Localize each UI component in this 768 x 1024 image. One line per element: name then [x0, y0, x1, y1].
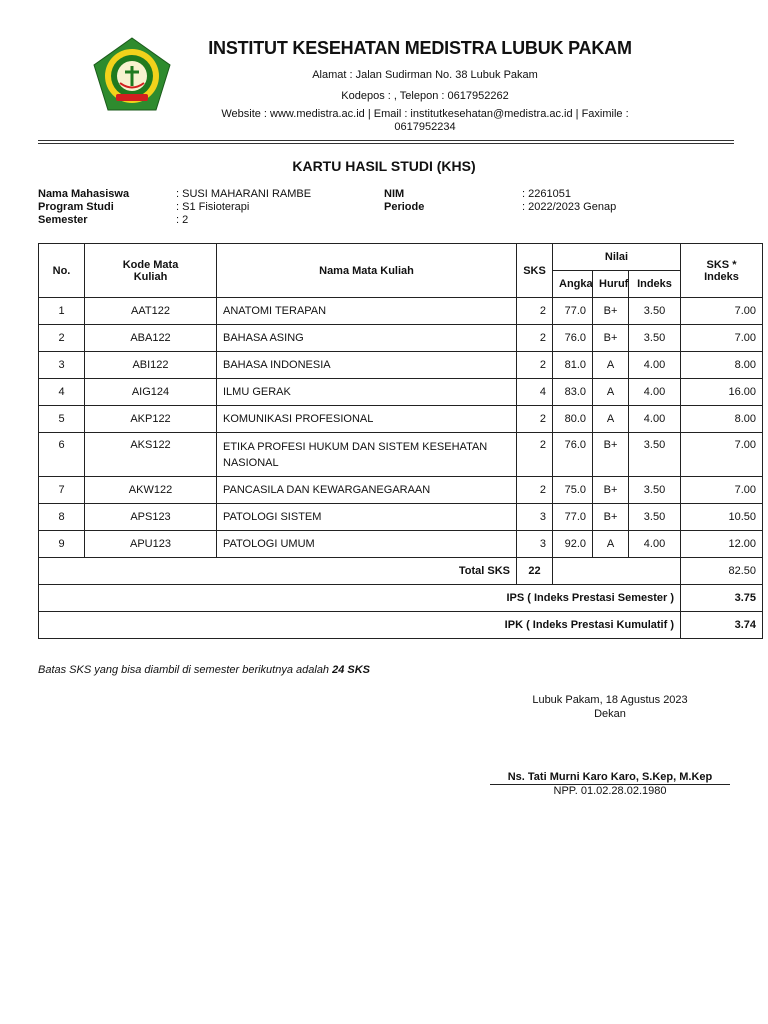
cell-no: 9: [39, 531, 85, 558]
sks-limit-value: 24 SKS: [332, 664, 371, 676]
header-indeks: Indeks: [629, 271, 681, 298]
header-kode: [85, 244, 217, 298]
total-sks-indeks-value: 82.50: [681, 558, 763, 585]
ipk-label: IPK ( Indeks Prestasi Kumulatif ): [39, 612, 681, 639]
program-label: Program Studi: [38, 201, 114, 213]
period-label: Periode: [384, 201, 425, 213]
header-sks-indeks-line2: Indeks: [704, 270, 739, 283]
cell-angka: 76.0: [553, 325, 593, 352]
cell-indeks: 4.00: [629, 406, 681, 433]
cell-huruf: B+: [593, 325, 629, 352]
cell-sks: 4: [517, 379, 553, 406]
institution-contact-line2: 0617952234: [394, 121, 456, 133]
cell-huruf: B+: [593, 504, 629, 531]
cell-sks: 2: [517, 477, 553, 504]
nim-label: NIM: [384, 188, 405, 200]
student-name-label: Nama Mahasiswa: [38, 188, 130, 200]
semester-label: Semester: [38, 214, 88, 226]
table-row: [39, 379, 763, 406]
cell-indeks: 3.50: [629, 298, 681, 325]
total-blank-cell: [553, 558, 681, 585]
cell-nama: BAHASA ASING: [217, 325, 517, 352]
cell-sks-indeks: 8.00: [681, 406, 763, 433]
table-row: [39, 433, 763, 477]
signature-npp: NPP. 01.02.28.02.1980: [553, 785, 667, 797]
cell-indeks: 3.50: [629, 504, 681, 531]
total-row: [39, 558, 763, 585]
signature-place-date: Lubuk Pakam, 18 Agustus 2023: [532, 694, 688, 706]
cell-huruf: B+: [593, 298, 629, 325]
cell-kode: ABI122: [85, 352, 217, 379]
cell-sks: 2: [517, 298, 553, 325]
table-row: [39, 504, 763, 531]
institution-address: Alamat : Jalan Sudirman No. 38 Lubuk Pakam: [312, 69, 538, 81]
cell-kode: AAT122: [85, 298, 217, 325]
cell-nama: ETIKA PROFESI HUKUM DAN SISTEM KESEHATAN NASIONAL: [217, 433, 517, 477]
cell-sks: 3: [517, 504, 553, 531]
cell-indeks: 3.50: [629, 477, 681, 504]
cell-sks: 2: [517, 352, 553, 379]
cell-kode: APS123: [85, 504, 217, 531]
ipk-value: 3.74: [681, 612, 763, 639]
total-sks-label: Total SKS: [39, 558, 517, 585]
cell-no: 2: [39, 325, 85, 352]
table-row: [39, 531, 763, 558]
cell-sks-indeks: 7.00: [681, 433, 763, 477]
institution-seal-logo: [92, 36, 172, 112]
cell-indeks: 4.00: [629, 531, 681, 558]
cell-sks: 2: [517, 406, 553, 433]
period-value: : 2022/2023 Genap: [522, 201, 617, 213]
table-row: [39, 352, 763, 379]
table-row: [39, 406, 763, 433]
header-divider-bottom: [38, 143, 734, 144]
cell-indeks: 3.50: [629, 325, 681, 352]
cell-angka: 75.0: [553, 477, 593, 504]
cell-sks-indeks: 7.00: [681, 477, 763, 504]
cell-no: 8: [39, 504, 85, 531]
cell-nama: BAHASA INDONESIA: [217, 352, 517, 379]
cell-sks-indeks: 7.00: [681, 298, 763, 325]
table-row: [39, 325, 763, 352]
cell-nama: PANCASILA DAN KEWARGANEGARAAN: [217, 477, 517, 504]
header-nama: Nama Mata Kuliah: [217, 244, 517, 298]
cell-no: 5: [39, 406, 85, 433]
cell-kode: AKW122: [85, 477, 217, 504]
grades-table: [38, 243, 763, 639]
cell-nama: ANATOMI TERAPAN: [217, 298, 517, 325]
header-huruf: Huruf: [593, 271, 629, 298]
header-angka: Angka: [553, 271, 593, 298]
header-no: No.: [39, 244, 85, 298]
cell-huruf: B+: [593, 477, 629, 504]
cell-nama: KOMUNIKASI PROFESIONAL: [217, 406, 517, 433]
cell-nama: PATOLOGI UMUM: [217, 531, 517, 558]
ipk-row: [39, 612, 763, 639]
cell-angka: 76.0: [553, 433, 593, 477]
cell-kode: APU123: [85, 531, 217, 558]
cell-indeks: 4.00: [629, 352, 681, 379]
header-sks: SKS: [517, 244, 553, 298]
cell-angka: 83.0: [553, 379, 593, 406]
institution-postal-phone: Kodepos : , Telepon : 0617952262: [341, 90, 509, 102]
cell-nama: PATOLOGI SISTEM: [217, 504, 517, 531]
program-value: : S1 Fisioterapi: [176, 201, 250, 213]
cell-huruf: A: [593, 531, 629, 558]
table-row: [39, 477, 763, 504]
cell-no: 6: [39, 433, 85, 477]
cell-huruf: A: [593, 352, 629, 379]
cell-sks-indeks: 7.00: [681, 325, 763, 352]
header-kode-line1: Kode Mata: [122, 258, 179, 271]
table-row: [39, 298, 763, 325]
header-kode-line2: Kuliah: [133, 270, 168, 283]
semester-value: : 2: [176, 214, 189, 226]
nim-value: : 2261051: [522, 188, 571, 200]
cell-sks-indeks: 16.00: [681, 379, 763, 406]
cell-no: 1: [39, 298, 85, 325]
student-name-value: : SUSI MAHARANI RAMBE: [176, 188, 312, 200]
header-sks-indeks: [681, 244, 763, 298]
document-title: KARTU HASIL STUDI (KHS): [292, 158, 476, 174]
cell-huruf: A: [593, 406, 629, 433]
cell-kode: ABA122: [85, 325, 217, 352]
sks-limit-text: Batas SKS yang bisa diambil di semester berikutnya adalah: [38, 664, 333, 676]
cell-sks: 2: [517, 325, 553, 352]
cell-angka: 92.0: [553, 531, 593, 558]
ips-row: [39, 585, 763, 612]
signature-role: Dekan: [594, 708, 626, 720]
cell-no: 3: [39, 352, 85, 379]
cell-angka: 77.0: [553, 298, 593, 325]
cell-huruf: B+: [593, 433, 629, 477]
ips-value: 3.75: [681, 585, 763, 612]
cell-angka: 80.0: [553, 406, 593, 433]
cell-nama: ILMU GERAK: [217, 379, 517, 406]
institution-name: INSTITUT KESEHATAN MEDISTRA LUBUK PAKAM: [208, 38, 632, 58]
cell-kode: AKP122: [85, 406, 217, 433]
cell-indeks: 4.00: [629, 379, 681, 406]
cell-indeks: 3.50: [629, 433, 681, 477]
cell-angka: 77.0: [553, 504, 593, 531]
institution-contact-line1: Website : www.medistra.ac.id | Email : institutkesehatan@medistra.ac.id | Faximile :: [221, 108, 629, 120]
cell-kode: AKS122: [85, 433, 217, 477]
header-divider-top: [38, 140, 734, 141]
sks-limit-note: [38, 664, 370, 676]
header-sks-indeks-line1: SKS *: [706, 258, 737, 271]
cell-angka: 81.0: [553, 352, 593, 379]
total-sks-value: 22: [517, 558, 553, 585]
header-nilai: Nilai: [553, 244, 681, 271]
cell-huruf: A: [593, 379, 629, 406]
cell-kode: AIG124: [85, 379, 217, 406]
cell-no: 4: [39, 379, 85, 406]
cell-sks-indeks: 10.50: [681, 504, 763, 531]
cell-sks: 3: [517, 531, 553, 558]
ips-label: IPS ( Indeks Prestasi Semester ): [39, 585, 681, 612]
cell-sks-indeks: 8.00: [681, 352, 763, 379]
cell-no: 7: [39, 477, 85, 504]
cell-sks: 2: [517, 433, 553, 477]
signature-name: Ns. Tati Murni Karo Karo, S.Kep, M.Kep: [490, 771, 730, 785]
cell-sks-indeks: 12.00: [681, 531, 763, 558]
